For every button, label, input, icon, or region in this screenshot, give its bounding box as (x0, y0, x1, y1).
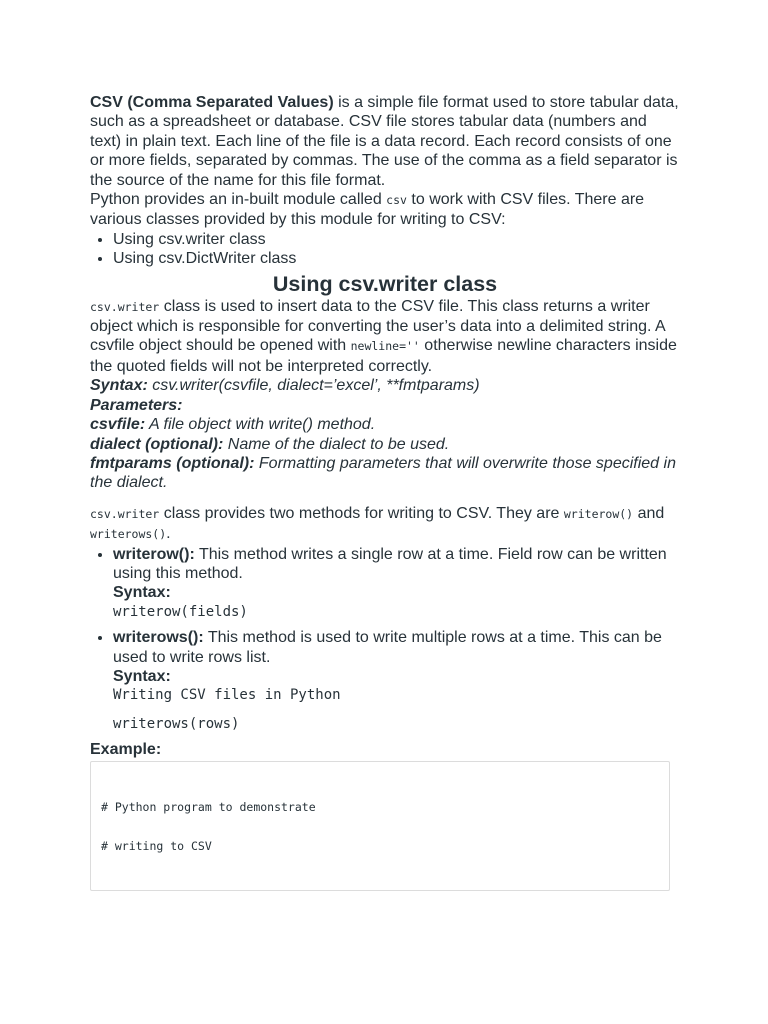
code-block[interactable] (90, 761, 670, 891)
param-desc: Name of the dialect to be used. (223, 435, 450, 453)
syntax-line (90, 376, 680, 395)
param-desc: Formatting parameters that will overwrite those specified in the dialect. (90, 454, 676, 492)
article-content (90, 93, 680, 891)
writer-description (90, 297, 680, 377)
methods-list (90, 545, 680, 735)
newline-code: newline='' (350, 339, 420, 354)
code-line: # Python program to demonstrate (101, 799, 316, 814)
syntax-label: Syntax: (90, 377, 148, 395)
param-name: csvfile: (90, 416, 146, 434)
list-item: • Using csv.writer class (113, 230, 680, 249)
method-writerows (113, 628, 680, 734)
writer-text-1: class is used to insert data to the CSV file. This class returns a writer object which is responsible for converting the user’s data into a delimited string. A csvfile object should be opened with (90, 297, 665, 355)
method-writerow (113, 545, 680, 623)
syntax-value: csv.writer(csvfile, dialect=’excel’, **fmtparams) (147, 377, 480, 395)
param-desc: A file object with write() method. (145, 416, 376, 434)
param-fmtparams (90, 454, 680, 493)
writerow-code: writerow() (563, 506, 634, 521)
methods-text-1: class provides two methods for writing to CSV. They are (159, 504, 564, 522)
parameters-label: Parameters: (90, 396, 183, 414)
method-syntax-code: Writing CSV files in Python (113, 687, 341, 704)
param-name: fmtparams (optional): (90, 454, 255, 472)
writer-code: csv.writer (90, 299, 160, 314)
module-text-before: Python provides an in-built module called (90, 191, 387, 209)
intro-text: is a simple file format used to store tabular data, such as a spreadsheet or database. CSV file stores tabular data (numbers and text) in plain text. Each line of the file is a data record. Each record consists of one or more fields, separated by commas. The use of the comma as a field separator is the source of the name for this file format. (90, 94, 679, 189)
writer-code: csv.writer (90, 506, 160, 521)
code-line: # writing to CSV (101, 838, 212, 853)
section-heading: Using csv.writer class (272, 271, 498, 296)
param-csvfile (90, 415, 680, 434)
csv-term: CSV (Comma Separated Values) (90, 94, 334, 111)
method-desc: This method writes a single row at a time. Field row can be written using this method. (113, 545, 667, 582)
methods-intro (90, 504, 680, 545)
param-dialect (90, 435, 680, 454)
writer-text-2: otherwise newline characters inside the quoted fields will not be interpreted correctly. (90, 337, 677, 375)
method-syntax-code: writerow(fields) (113, 603, 248, 620)
list-item: • Using csv.DictWriter class (113, 249, 680, 268)
method-desc: This method is used to write multiple rows at a time. This can be used to write rows list. (113, 629, 662, 666)
classes-list (90, 230, 680, 269)
method-name: writerows(): (113, 629, 204, 647)
module-text-after: to work with CSV files. There are various classes provided by this module for writing to CSV: (90, 191, 645, 229)
method-name: writerow(): (113, 545, 195, 563)
python-module-paragraph (90, 190, 680, 230)
writerows-code: writerows() (90, 527, 167, 542)
module-code: csv (386, 193, 407, 208)
methods-text-2: and (633, 504, 665, 522)
methods-text-3: . (166, 525, 171, 543)
method-syntax-label: Syntax: (113, 667, 171, 685)
example-label: Example: (90, 741, 162, 759)
param-name: dialect (optional): (90, 435, 224, 453)
method-syntax-label: Syntax: (113, 584, 171, 602)
intro-paragraph (90, 93, 680, 190)
method-syntax-extra: writerows(rows) (113, 715, 240, 732)
